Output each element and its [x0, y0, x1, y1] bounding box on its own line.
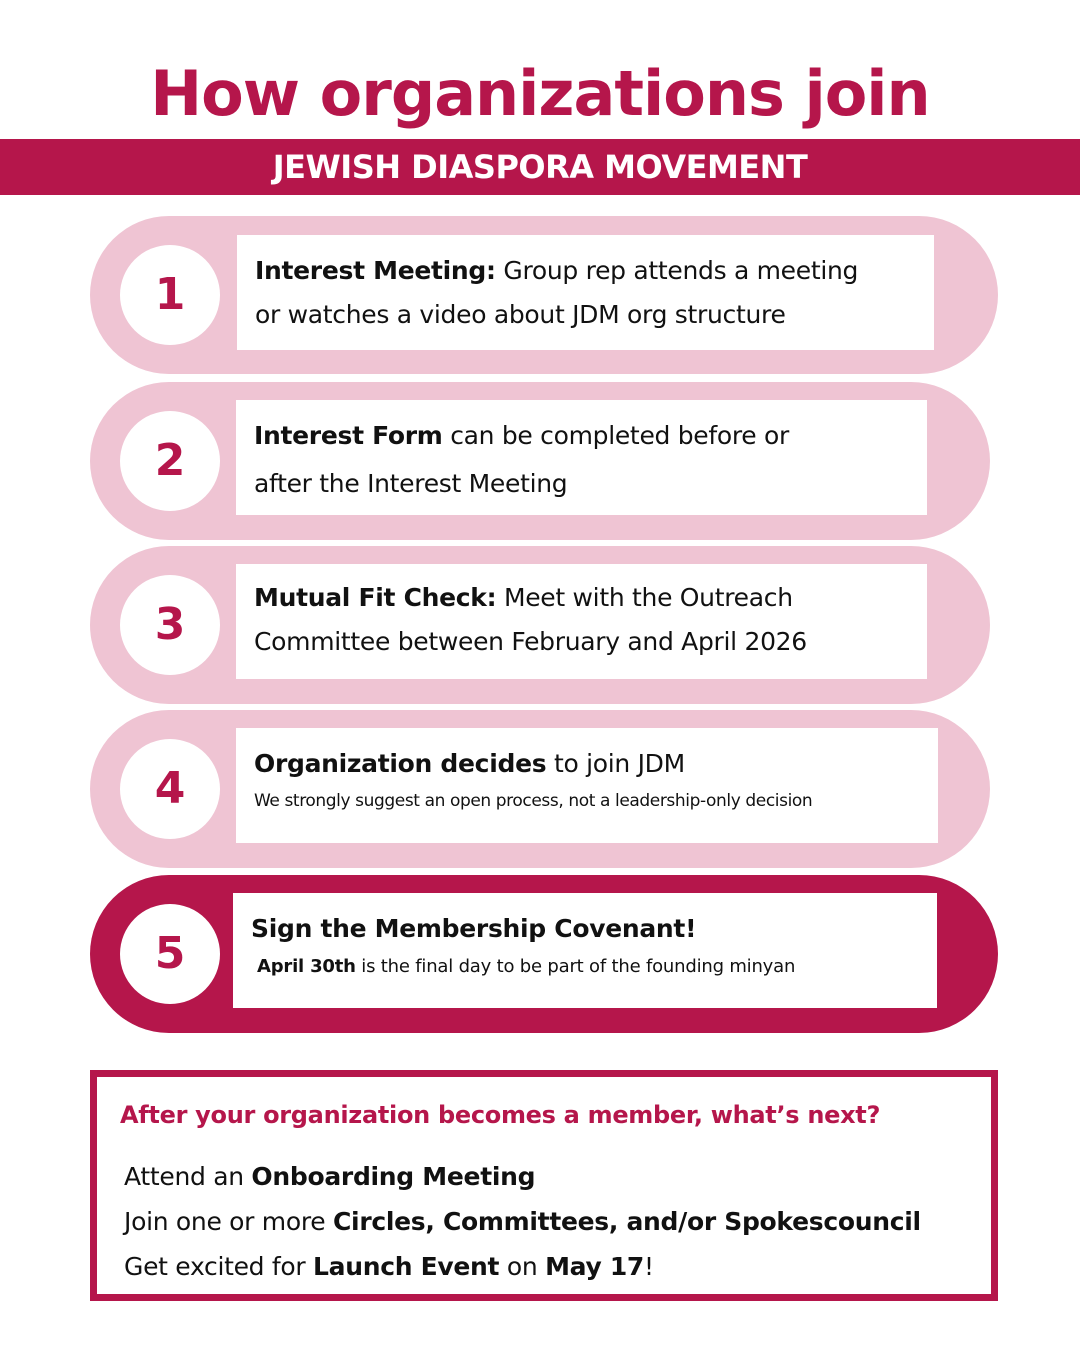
step-note: We strongly suggest an open process, not a leadership-only decision: [254, 791, 813, 811]
next-item-bold: Onboarding Meeting: [251, 1162, 536, 1191]
step-title: Interest Form: [254, 421, 443, 450]
step-number: 3: [120, 575, 220, 675]
step-card: [233, 893, 937, 1008]
step-line: [254, 576, 913, 620]
next-item-bold: Circles, Committees, and/or Spokescouncil: [333, 1207, 921, 1236]
step-title: Sign the Membership Covenant!: [251, 914, 697, 943]
step-line: [254, 412, 913, 460]
page-title: How organizations join: [150, 57, 930, 130]
step-line-2: after the Interest Meeting: [254, 469, 568, 498]
next-item-date: May 17: [545, 1252, 645, 1281]
step-number: 4: [120, 739, 220, 839]
next-item-text: Attend an: [124, 1162, 252, 1191]
subtitle-banner: [0, 139, 1080, 195]
step-line: [254, 742, 924, 786]
step-line: [255, 249, 920, 293]
step-number: 5: [120, 904, 220, 1004]
step-line-2: or watches a video about JDM org structure: [255, 300, 786, 329]
next-item-launch: [124, 1244, 921, 1289]
step-note-date: April 30th: [257, 956, 356, 977]
step-text: Group rep attends a meeting: [495, 256, 859, 285]
whats-next-box: [90, 1070, 998, 1301]
step-2: [90, 382, 990, 540]
step-card: [236, 564, 927, 679]
subtitle: JEWISH DIASPORA MOVEMENT: [272, 148, 808, 186]
step-note-text: is the final day to be part of the founding minyan: [355, 956, 796, 977]
step-line-2: Committee between February and April 2026: [254, 627, 807, 656]
step-card: [237, 235, 934, 350]
step-title: Organization decides: [254, 749, 547, 778]
next-item-bold: Launch Event: [313, 1252, 500, 1281]
step-text: can be completed before or: [442, 421, 790, 450]
next-item-circles: [124, 1199, 921, 1244]
whats-next-list: [124, 1154, 921, 1289]
step-card: [236, 728, 938, 843]
next-item-onboarding: [124, 1154, 921, 1199]
step-5: [90, 875, 998, 1033]
step-text: Meet with the Outreach: [496, 583, 793, 612]
step-text: to join JDM: [546, 749, 685, 778]
step-note: [251, 951, 927, 983]
step-title: Mutual Fit Check:: [254, 583, 497, 612]
next-item-text: on: [499, 1252, 546, 1281]
whats-next-heading: After your organization becomes a member, what’s next?: [120, 1101, 881, 1129]
step-number: 2: [120, 411, 220, 511]
step-3: [90, 546, 990, 704]
step-1: [90, 216, 998, 374]
step-number: 1: [120, 245, 220, 345]
next-item-text: Get excited for: [124, 1252, 314, 1281]
step-card: [236, 400, 927, 515]
step-title: Interest Meeting:: [255, 256, 496, 285]
next-item-text: Join one or more: [124, 1207, 333, 1236]
step-4: [90, 710, 990, 868]
next-item-text: !: [644, 1252, 654, 1281]
